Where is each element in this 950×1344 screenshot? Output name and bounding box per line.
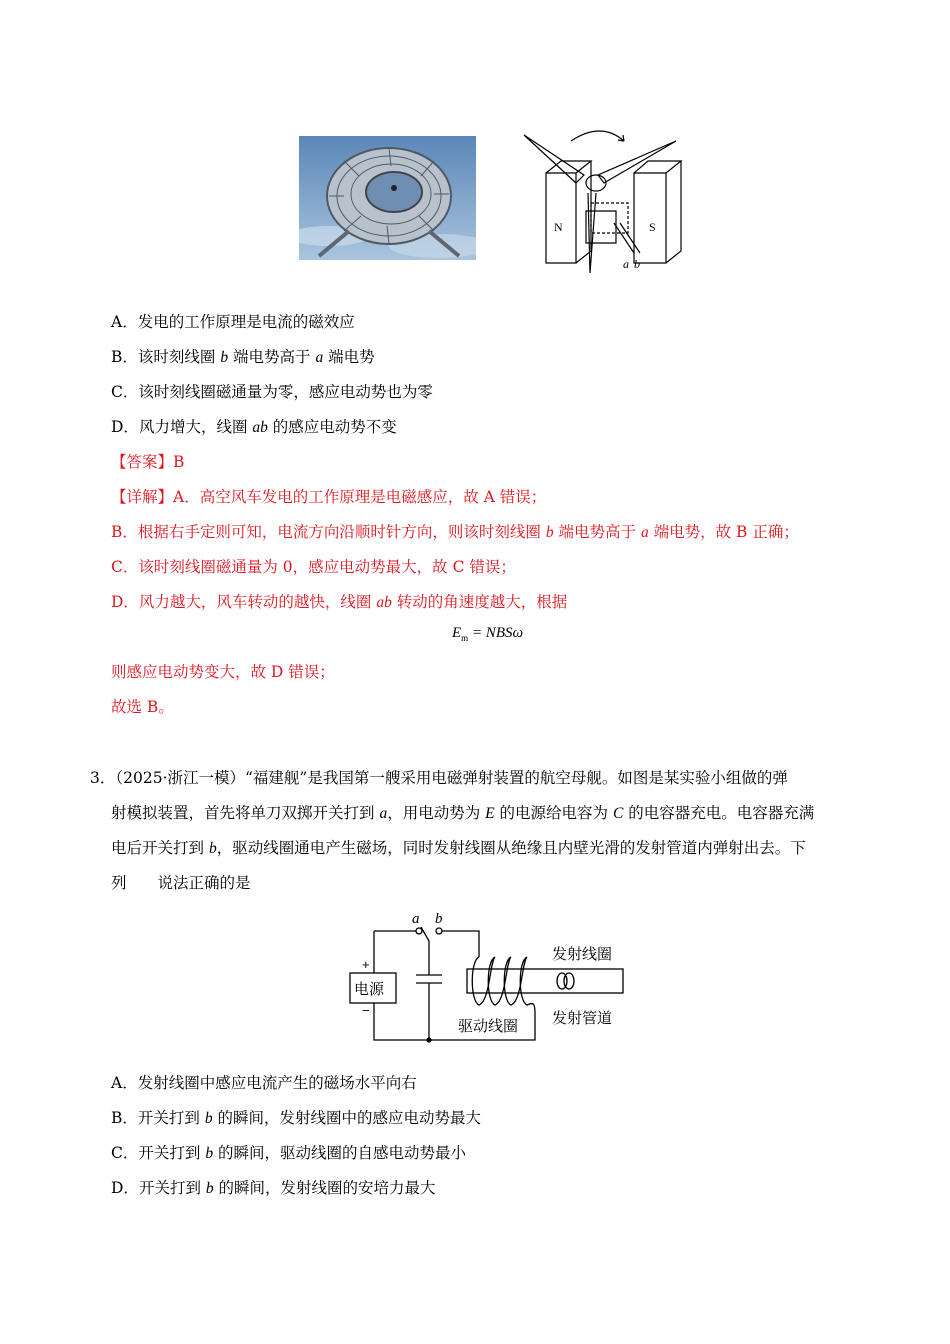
variable-b: b	[204, 1110, 213, 1127]
option-text: 端电势高于	[228, 348, 316, 366]
option-text: 的感应电动势不变	[267, 418, 397, 436]
drive-coil-label: 驱动线圈	[458, 1017, 519, 1035]
variable-b: b	[545, 524, 554, 541]
variable-b: b	[220, 349, 229, 366]
question-text: 射模拟装置，首先将单刀双掷开关打到	[111, 804, 380, 822]
terminal-a-label: a	[623, 257, 629, 271]
question-text: 电后开关打到	[111, 839, 209, 857]
q3-line4	[111, 873, 251, 893]
explain-d2	[111, 662, 335, 682]
terminal-b-label: b	[634, 257, 640, 271]
q2-option-a	[111, 312, 355, 332]
power-source-label: 电源	[354, 980, 385, 998]
blade-left	[524, 135, 584, 183]
switch-b-label: b	[435, 911, 443, 927]
option-text: 开关打到	[138, 1144, 206, 1162]
blade-right	[598, 141, 676, 183]
magnet-n-label: N	[554, 220, 563, 234]
explain-text: 则感应电动势变大，故 D 错误；	[111, 663, 335, 681]
option-letter: C．	[111, 1144, 139, 1162]
option-letter: A．	[111, 1074, 138, 1092]
question-text: 的电容器充电。电容器充满	[623, 804, 815, 822]
q3-line1	[90, 768, 788, 788]
formula-e: E	[452, 625, 462, 641]
answer-value: B	[173, 453, 185, 471]
variable-e: E	[485, 805, 495, 822]
explain-a	[111, 487, 546, 507]
option-text: 端电势	[323, 348, 375, 366]
explain-text: 端电势，故 B 正确；	[648, 523, 799, 541]
option-text: 的瞬间，发射线圈中的感应电动势最大	[212, 1109, 482, 1127]
explain-text: 端电势高于	[553, 523, 641, 541]
question-text: （2025·浙江一模）“福建舰”是我国第一艘采用电磁弹射装置的航空母舰。如图是某实验小组做的弹	[115, 769, 788, 787]
variable-a: a	[315, 349, 324, 366]
explain-d	[111, 592, 567, 613]
variable-b: b	[205, 1145, 214, 1162]
minus-sign: −	[362, 1003, 370, 1018]
option-letter: B．	[111, 348, 138, 366]
emf-formula	[452, 625, 523, 643]
ejection-circuit-diagram	[340, 905, 640, 1050]
switch-a-label: a	[412, 911, 420, 927]
explain-text: 转动的角速度越大，根据	[391, 593, 568, 611]
q3-option-a	[111, 1073, 417, 1093]
answer-tag: 【答案】	[111, 453, 174, 471]
q3-option-d	[111, 1178, 436, 1199]
variable-ab: ab	[376, 594, 392, 611]
option-text: 的瞬间，驱动线圈的自感电动势最小	[213, 1144, 466, 1162]
option-letter: D．	[111, 418, 139, 436]
answer-line	[111, 452, 184, 472]
question-text: 列 说法正确的是	[111, 874, 251, 892]
option-letter: A．	[111, 313, 138, 331]
plus-sign: +	[362, 957, 370, 972]
launch-tube-label: 发射管道	[552, 1009, 613, 1027]
explain-text: D．风力越大，风车转动的越快，线圈	[111, 593, 377, 611]
option-letter: D．	[111, 1179, 139, 1197]
variable-a: a	[640, 524, 649, 541]
option-text: 发电的工作原理是电流的磁效应	[137, 313, 355, 331]
conclusion-text: 故选 B。	[111, 698, 174, 716]
option-text: 的瞬间，发射线圈的安培力最大	[213, 1179, 436, 1197]
variable-ab: ab	[252, 419, 268, 436]
q3-option-c	[111, 1143, 466, 1164]
explain-text: A．高空风车发电的工作原理是电磁感应，故 A 错误；	[173, 488, 547, 506]
q2-option-b	[111, 347, 375, 368]
option-text: 发射线圈中感应电流产生的磁场水平向右	[137, 1074, 417, 1092]
q3-line2	[111, 803, 814, 824]
airborne-turbine-photo	[299, 136, 476, 260]
explain-text: B．根据右手定则可知，电流方向沿顺时针方向，则该时刻线圈	[111, 523, 546, 541]
formula-subscript: m	[461, 633, 469, 643]
question-text: ，驱动线圈通电产生磁场，同时发射线圈从绝缘且内壁光滑的发射管道内弹射出去。下	[216, 839, 806, 857]
launch-coil-label: 发射线圈	[552, 945, 613, 963]
q3-line3	[111, 838, 806, 859]
option-text: 该时刻线圈磁通量为零，感应电动势也为零	[138, 383, 433, 401]
explain-tag: 【详解】	[111, 488, 174, 506]
explain-text: C．该时刻线圈磁通量为 0，感应电动势最大，故 C 错误；	[111, 558, 516, 576]
generator-schematic	[516, 123, 686, 273]
conclusion	[111, 697, 174, 717]
question-text: ，用电动势为	[387, 804, 486, 822]
formula-rest: = NBSω	[468, 625, 524, 641]
q2-option-c	[111, 382, 433, 402]
option-letter: B．	[111, 1109, 138, 1127]
question-text: 的电源给电容为	[494, 804, 613, 822]
q2-option-d	[111, 417, 397, 438]
option-text: 该时刻线圈	[137, 348, 221, 366]
q3-option-b	[111, 1108, 481, 1129]
option-text: 开关打到	[138, 1179, 206, 1197]
rotation-arrow	[571, 131, 624, 141]
variable-c: C	[612, 805, 624, 822]
explain-c	[111, 557, 516, 577]
option-text: 开关打到	[137, 1109, 205, 1127]
explain-b	[111, 522, 799, 543]
variable-a: a	[379, 805, 388, 822]
question-number: 3．	[90, 769, 116, 787]
option-text: 风力增大，线圈	[138, 418, 253, 436]
option-letter: C．	[111, 383, 139, 401]
magnet-s-label: S	[649, 220, 656, 234]
variable-b: b	[208, 840, 217, 857]
variable-b: b	[205, 1180, 214, 1197]
